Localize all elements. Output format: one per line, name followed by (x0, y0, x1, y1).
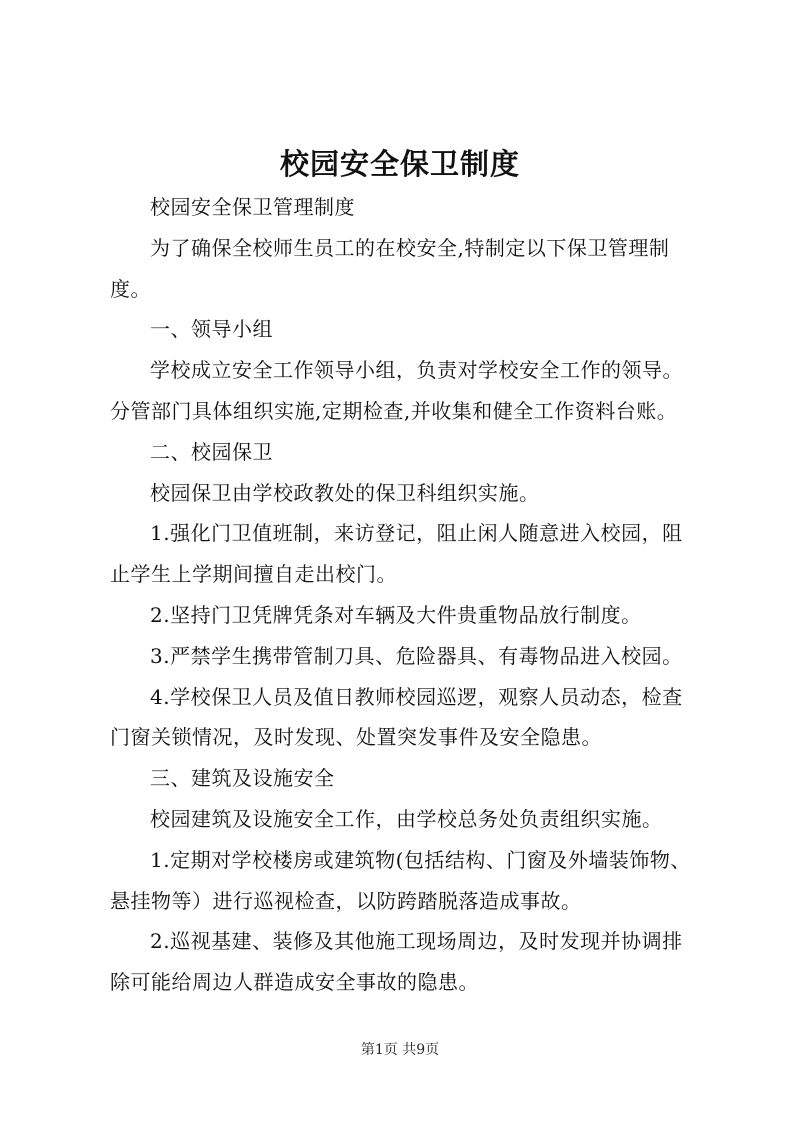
paragraph-line: 分管部门具体组织实施,定期检查,并收集和健全工作资料台账。 (110, 398, 678, 423)
list-item-line: 除可能给周边人群造成安全事故的隐患。 (110, 970, 479, 995)
list-item-line: 4.学校保卫人员及值日教师校园巡逻，观察人员动态，检查 (150, 684, 683, 709)
subtitle-line: 校园安全保卫管理制度 (150, 195, 355, 219)
section-heading: 三、建筑及设施安全 (150, 766, 335, 791)
document-body (110, 187, 714, 1003)
paragraph-line: 学校成立安全工作领导小组，负责对学校安全工作的领导。 (150, 358, 683, 383)
list-item-line: 2.坚持门卫凭牌凭条对车辆及大件贵重物品放行制度。 (150, 602, 642, 627)
list-item-line: 门窗关锁情况，及时发现、处置突发事件及安全隐患。 (110, 725, 602, 750)
list-item-line: 1.定期对学校楼房或建筑物(包括结构、门窗及外墙装饰物、 (150, 847, 691, 872)
list-item-line: 1.强化门卫值班制，来访登记，阻止闲人随意进入校园，阻 (150, 521, 683, 546)
paragraph-line: 度。 (110, 276, 151, 301)
paragraph-line: 校园保卫由学校政教处的保卫科组织实施。 (150, 480, 540, 505)
list-item-line: 2.巡视基建、装修及其他施工现场周边，及时发现并协调排 (150, 929, 683, 954)
list-item-line: 3.严禁学生携带管制刀具、危险器具、有毒物品进入校园。 (150, 643, 683, 668)
list-item-line: 悬挂物等）进行巡视检查，以防跨踏脱落造成事故。 (110, 888, 582, 913)
section-heading: 二、校园保卫 (150, 439, 273, 464)
section-heading: 一、领导小组 (150, 317, 273, 342)
page-footer: 第1页 共9页 (360, 1042, 440, 1058)
paragraph-line: 为了确保全校师生员工的在校安全,特制定以下保卫管理制 (150, 235, 670, 260)
list-item-line: 止学生上学期间擅自走出校门。 (110, 562, 397, 587)
paragraph-line: 校园建筑及设施安全工作，由学校总务处负责组织实施。 (150, 806, 663, 831)
page-title: 校园安全保卫制度 (279, 147, 520, 181)
